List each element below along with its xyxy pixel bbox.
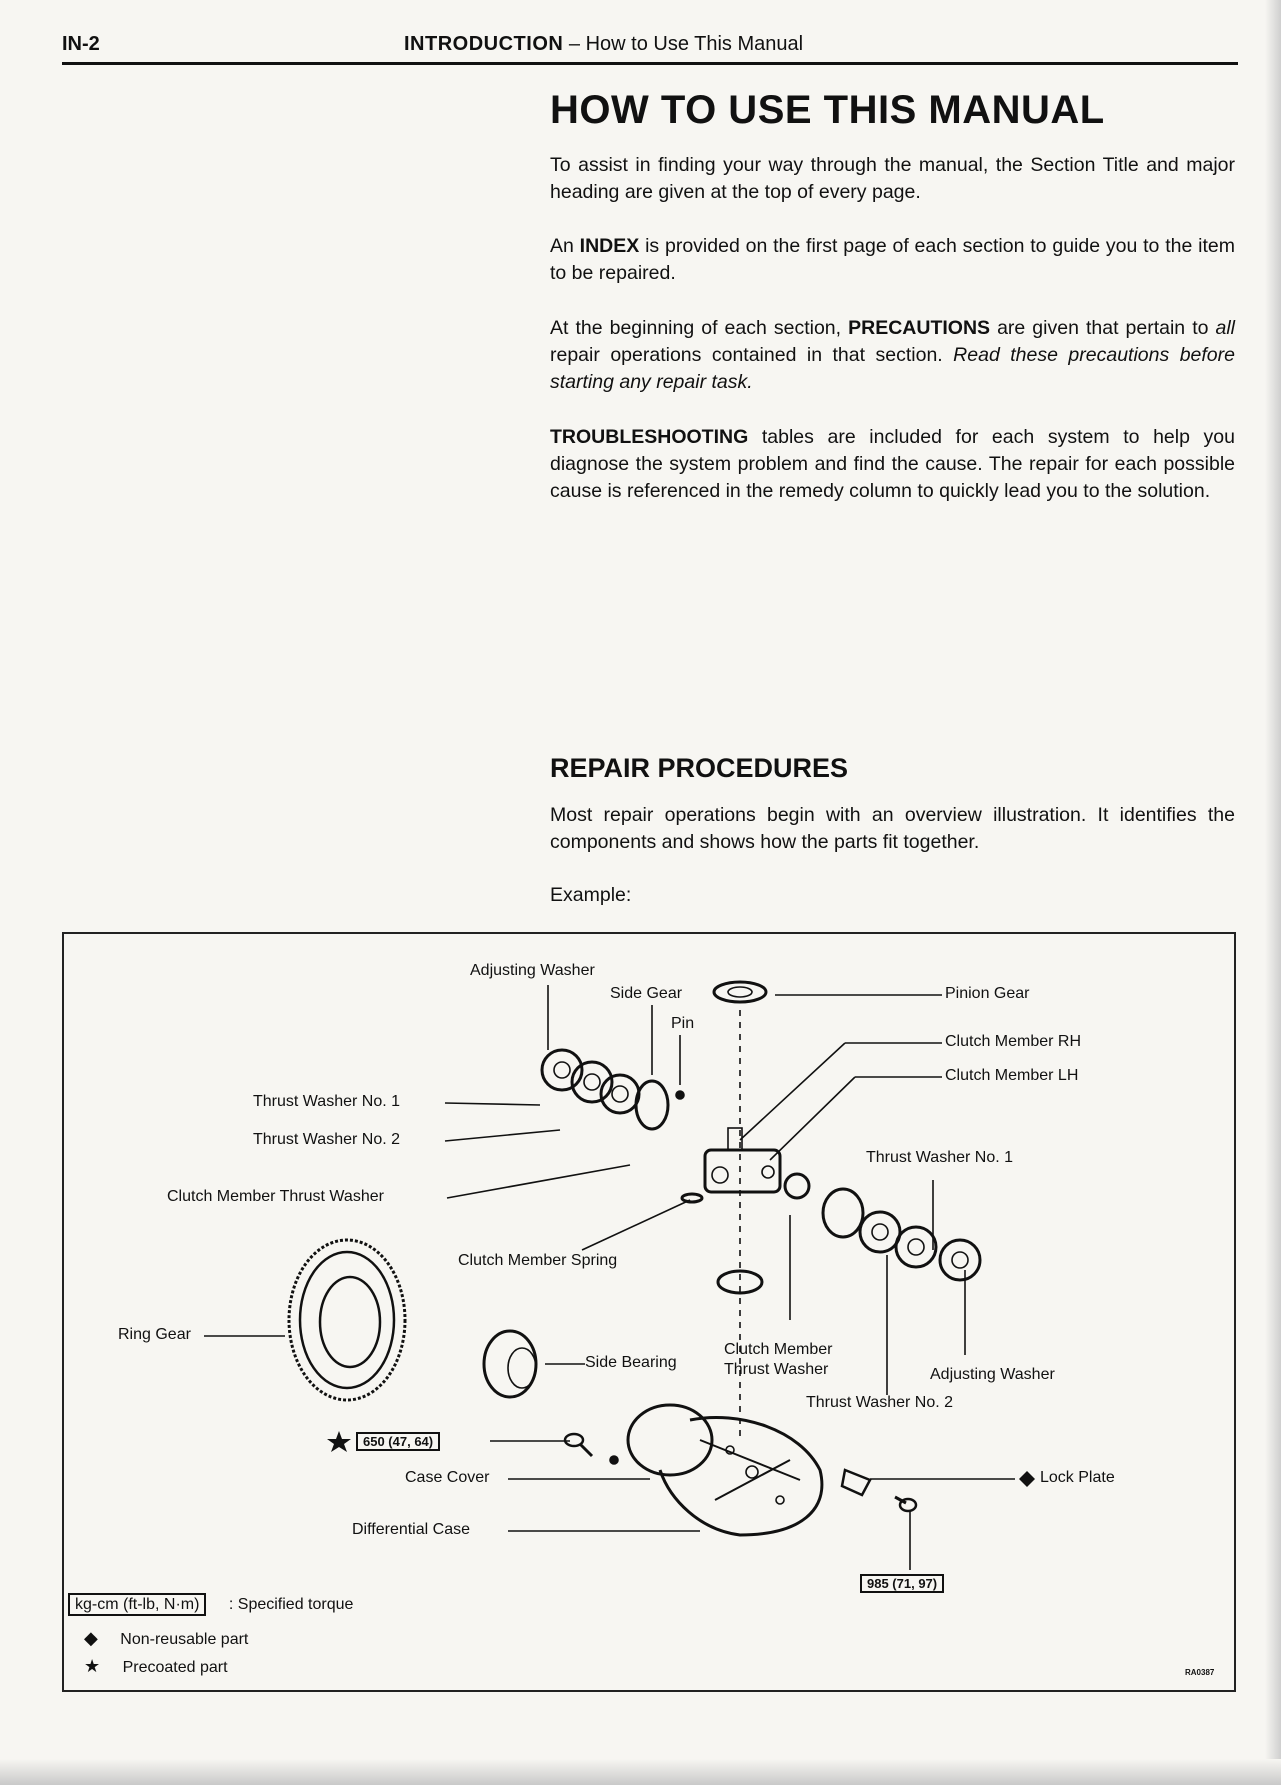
p3-before: At the beginning of each section, [550,317,849,339]
p3-mid: are given that pertain to [990,317,1216,339]
page-edge-shadow [1265,0,1281,1785]
header-separator: – [563,33,586,55]
label-adjusting-washer-right: Adjusting Washer [930,1366,1055,1383]
legend-units [68,1596,353,1614]
p2-after: is provided on the first page of each section to guide you to the item to be repaired. [550,235,1235,284]
torque-value-650: 650 (47, 64) [356,1432,440,1451]
precautions-keyword: PRECAUTIONS [848,317,991,339]
label-clutch-member-thrust-washer-left: Clutch Member Thrust Washer [167,1188,384,1205]
label-ring-gear: Ring Gear [118,1326,191,1343]
label-pinion-gear: Pinion Gear [945,985,1030,1002]
example-label: Example: [550,884,632,906]
star-icon: ★ [84,1656,101,1676]
figure-code: RA0387 [1185,1668,1215,1677]
legend-units-box: kg-cm (ft-lb, N·m) [68,1593,206,1616]
label-clutch-member-thrust-washer-center: Clutch Member Thrust Washer [724,1341,833,1378]
p2-before: An [550,235,580,257]
legend-units-text: : Specified torque [228,1596,354,1613]
legend-precoated-text: Precoated part [122,1659,228,1676]
label-case-cover: Case Cover [405,1469,490,1486]
paragraph-troubleshooting [550,424,1235,505]
p4-after: tables are included for each system to help you diagnose the system problem and find the cause. The repair for each possible cause is referenced in the remedy column to quickly lead you to the solution. [550,426,1235,502]
index-keyword: INDEX [579,235,640,257]
main-title: HOW TO USE THIS MANUAL [550,88,1105,132]
label-differential-case: Differential Case [352,1521,470,1538]
label-lock-plate: Lock Plate [1040,1469,1115,1486]
p3-mid2: repair operations contained in that section. [550,344,954,366]
torque-value-985: 985 (71, 97) [860,1574,944,1593]
label-thrust-washer-no1-right: Thrust Washer No. 1 [866,1149,1014,1166]
label-pin: Pin [671,1015,695,1032]
page-header-title [404,33,803,56]
label-side-bearing: Side Bearing [585,1354,677,1371]
label-clutch-member-spring: Clutch Member Spring [458,1252,618,1269]
legend-nonreusable [84,1628,248,1649]
paragraph-repair: Most repair operations begin with an overview illustration. It identifies the components and shows how the parts fit together. [550,804,1235,853]
diamond-icon: ◆ [84,1628,98,1648]
legend-nonreusable-text: Non-reusable part [120,1631,249,1648]
label-clutch-member-lh: Clutch Member LH [945,1067,1079,1084]
label-thrust-washer-no2-left: Thrust Washer No. 2 [253,1131,401,1148]
troubleshooting-keyword: TROUBLESHOOTING [550,426,749,448]
page-code: IN-2 [62,33,100,55]
paragraph-precautions [550,315,1235,396]
label-thrust-washer-no1-left: Thrust Washer No. 1 [253,1093,401,1110]
paragraph-index [550,233,1235,287]
header-subtitle: How to Use This Manual [585,33,804,55]
section-title: INTRODUCTION [404,33,564,55]
label-side-gear: Side Gear [610,985,683,1002]
label-thrust-washer-no2-right: Thrust Washer No. 2 [806,1394,954,1411]
repair-procedures-title: REPAIR PROCEDURES [550,753,849,783]
header-rule [62,62,1238,65]
p3-italic-tail: Read these precautions before starting any repair task. [550,344,1235,393]
p3-italic-all: all [1215,317,1236,339]
paragraph-intro: To assist in finding your way through the manual, the Section Title and major heading are given at the top of every page. [550,154,1235,203]
label-clutch-member-rh: Clutch Member RH [945,1033,1082,1050]
label-adjusting-washer-top: Adjusting Washer [470,962,595,979]
legend-precoated [84,1656,228,1677]
page-bottom-shadow [0,1759,1281,1785]
